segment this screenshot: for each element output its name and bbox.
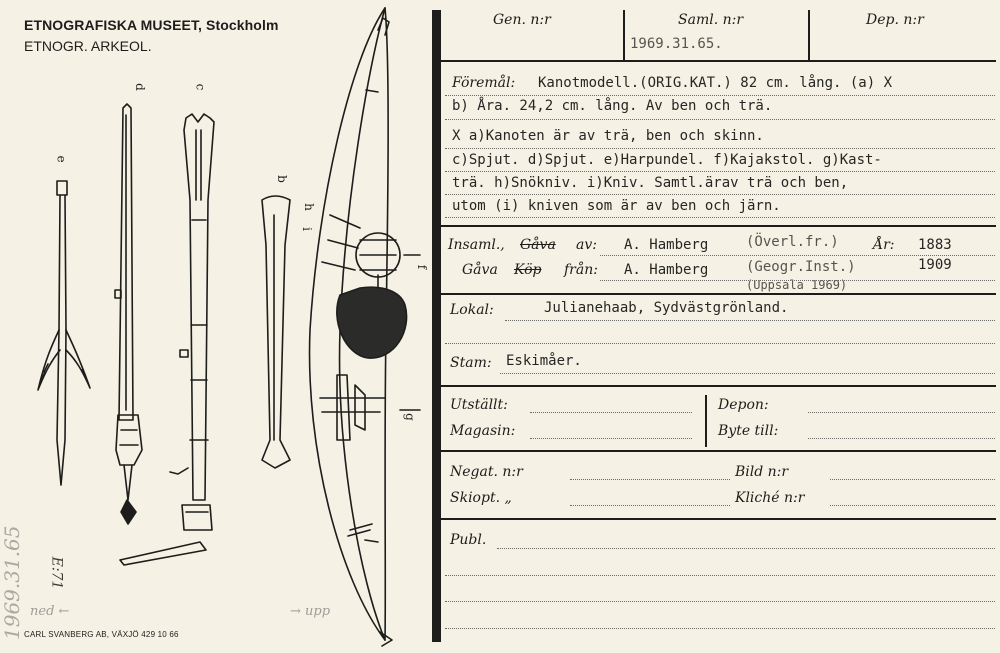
fran-label: från: <box>564 262 598 278</box>
printer-imprint: CARL SVANBERG AB, VÄXJÖ 429 10 66 <box>24 630 179 639</box>
rule-utstallt <box>441 450 996 452</box>
letter-e: e <box>54 155 69 163</box>
depon-label: Depon: <box>718 397 769 413</box>
direction-right: → upp <box>290 604 331 619</box>
gava-label: Gåva <box>462 262 498 278</box>
divider-gen <box>623 10 625 60</box>
skiopt-label: Skiopt. „ <box>450 490 512 506</box>
harpoon-drawing <box>38 181 90 485</box>
side-number: 1969.31.65 <box>0 525 24 640</box>
foremal-label: Föremål: <box>452 75 516 91</box>
magasin-label: Magasin: <box>450 423 516 439</box>
collector-name: A. Hamberg <box>624 237 709 253</box>
publ-label: Publ. <box>450 532 487 548</box>
divider-depon <box>705 395 707 447</box>
av-label: av: <box>576 237 597 253</box>
letter-c: c <box>193 83 208 91</box>
direction-left: ned ← <box>30 604 70 619</box>
letter-i: i <box>299 227 314 231</box>
kliche-label: Kliché n:r <box>735 490 805 506</box>
insaml-label: Insaml., <box>448 237 505 253</box>
foremal-line-6: utom (i) kniven som är av ben och järn. <box>452 198 781 214</box>
form-left-border <box>432 10 441 642</box>
foremal-line-3: X a)Kanoten är av trä, ben och skinn. <box>452 128 764 144</box>
museum-name: ETNOGRAFISKA MUSEET, Stockholm <box>24 17 279 33</box>
kayak-drawing <box>310 8 407 646</box>
negat-label: Negat. n:r <box>450 464 523 480</box>
artifact-drawing <box>0 0 430 653</box>
stam-value: Eskimåer. <box>506 353 582 369</box>
department: ETNOGR. ARKEOL. <box>24 38 152 54</box>
saml-label: Saml. n:r <box>678 12 744 28</box>
bild-label: Bild n:r <box>735 464 789 480</box>
donor-name: A. Hamberg <box>624 262 709 278</box>
gava-struck: Gåva <box>520 237 556 253</box>
gen-label: Gen. n:r <box>493 12 551 28</box>
year-collected: 1883 <box>918 237 952 253</box>
letter-f: f <box>415 264 430 270</box>
year-donated: 1909 <box>918 257 952 273</box>
rule-negat <box>441 518 996 520</box>
kop-struck: Köp <box>514 262 542 278</box>
foremal-line-5: trä. h)Snökniv. i)Kniv. Samtl.ärav trä och ben, <box>452 175 849 191</box>
rule-stam <box>441 385 996 387</box>
rule-foremal <box>441 225 996 227</box>
ar-label: År: <box>873 237 895 253</box>
divider-saml <box>808 10 810 60</box>
lokal-label: Lokal: <box>450 302 494 318</box>
spear-c-drawing <box>120 114 214 565</box>
collector-note: (Överl.fr.) <box>746 234 839 250</box>
foremal-line-2: b) Åra. 24,2 cm. lång. Av ben och trä. <box>452 98 773 114</box>
rule-insaml <box>441 293 996 295</box>
byte-label: Byte till: <box>718 423 779 439</box>
paddle-drawing <box>262 196 290 468</box>
donor-note: (Geogr.Inst.) <box>746 259 856 275</box>
letter-g: g <box>402 413 417 421</box>
dep-label: Dep. n:r <box>866 12 924 28</box>
letter-d: d <box>132 83 147 91</box>
lokal-value: Julianehaab, Sydvästgrönland. <box>544 300 789 316</box>
letter-h: h <box>301 203 316 211</box>
rule-header <box>441 60 996 62</box>
saml-value: 1969.31.65. <box>630 36 723 52</box>
foremal-line-4: c)Spjut. d)Spjut. e)Harpundel. f)Kajakstol. g)Kast- <box>452 152 882 168</box>
foremal-line-1: Kanotmodell.(ORIG.KAT.) 82 cm. lång. (a) X <box>538 75 893 91</box>
stam-label: Stam: <box>450 355 492 371</box>
utstallt-label: Utställt: <box>450 397 508 413</box>
spear-d-drawing <box>115 104 142 524</box>
donor-note-2: (Uppsala 1969) <box>746 278 848 292</box>
code-note: E:71 <box>48 556 65 590</box>
letter-b: b <box>274 175 289 183</box>
